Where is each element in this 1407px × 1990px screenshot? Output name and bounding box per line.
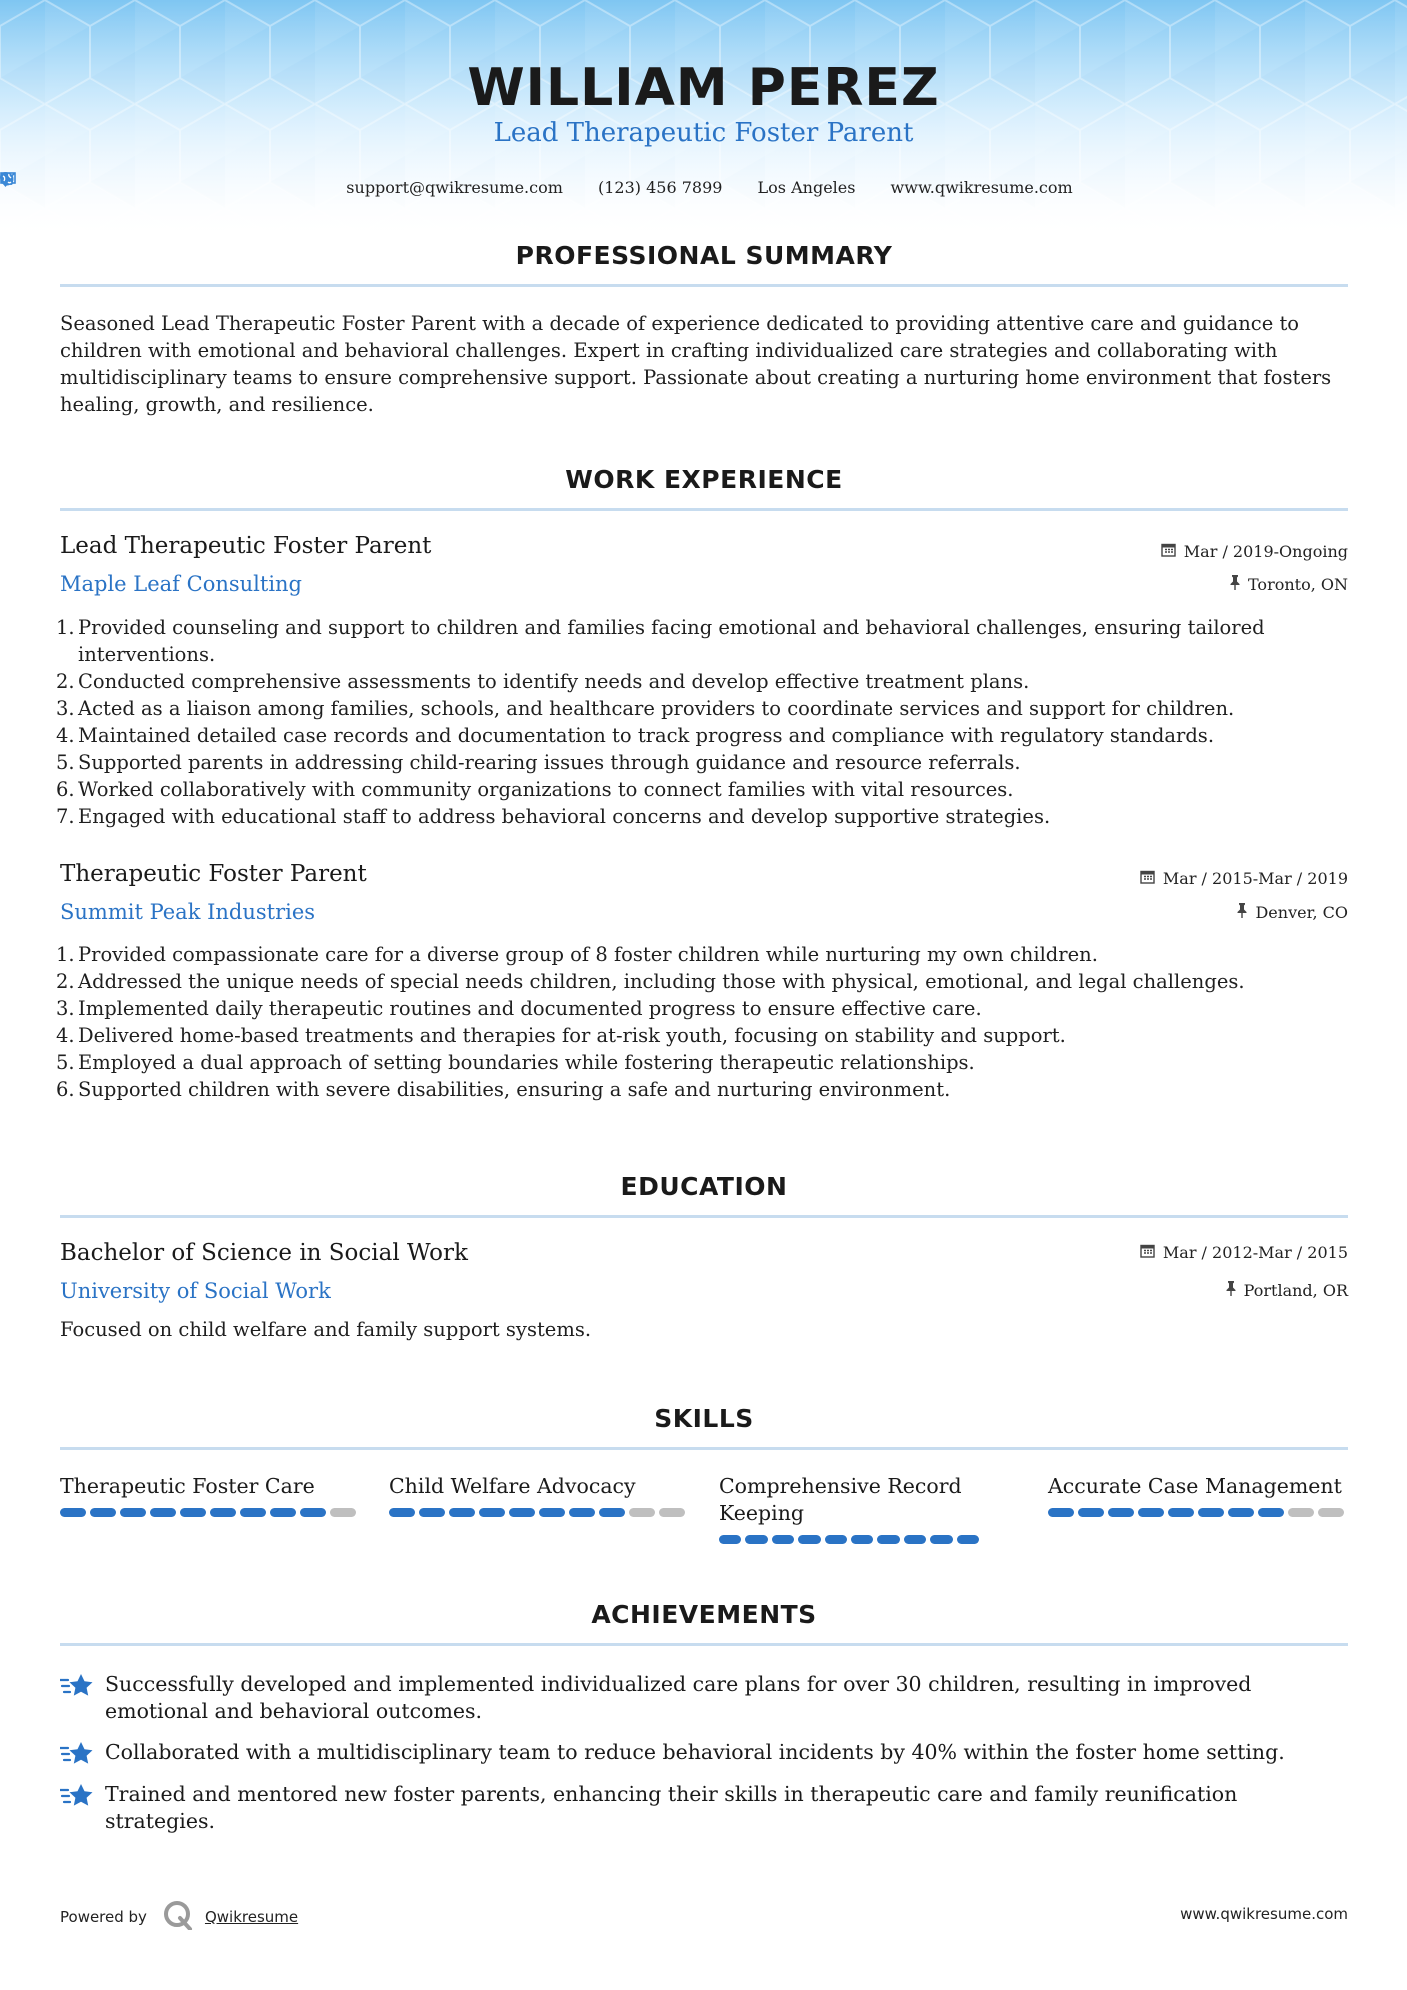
skill-level-bar: [1048, 1508, 1348, 1517]
education-dates: [1140, 1243, 1348, 1262]
skill-level-segment: [1198, 1508, 1224, 1517]
skill-level-segment: [569, 1508, 595, 1517]
skill-level-segment: [1258, 1508, 1284, 1517]
location-text: Los Angeles: [757, 177, 856, 197]
skill-item: [719, 1473, 979, 1544]
job-title: Therapeutic Foster Parent: [60, 861, 367, 887]
list-item: 1. Provided counseling and support to children and families facing emotional and behavioral challenges, ensuring tailored interventions.: [56, 616, 1265, 666]
skill-level-segment: [1138, 1508, 1164, 1517]
skill-item: [1048, 1473, 1348, 1517]
job-location: [1230, 575, 1348, 594]
calendar-icon: [1140, 1243, 1155, 1262]
achievements-heading: ACHIEVEMENTS: [591, 1600, 817, 1629]
job-dates-text: Mar / 2015-Mar / 2019: [1162, 869, 1348, 888]
section-divider: [60, 1643, 1348, 1646]
skill-level-segment: [120, 1508, 146, 1517]
achievement-text: Trained and mentored new foster parents, enhancing their skills in therapeutic care and family reunification strategies.: [105, 1782, 1238, 1833]
pin-icon: [1226, 1281, 1236, 1300]
education-location-text: Portland, OR: [1243, 1281, 1348, 1300]
skill-level-segment: [180, 1508, 206, 1517]
skill-level-segment: [825, 1535, 847, 1544]
contact-email[interactable]: [334, 178, 563, 197]
skill-level-segment: [930, 1535, 952, 1544]
skill-level-segment: [1108, 1508, 1134, 1517]
skill-level-segment: [60, 1508, 86, 1517]
header-banner: [0, 0, 1407, 240]
achievement-item: [60, 1739, 1350, 1774]
skill-level-segment: [479, 1508, 505, 1517]
skill-item: [389, 1473, 689, 1517]
list-item: 6. Supported children with severe disabilities, ensuring a safe and nurturing environment.: [56, 1078, 951, 1101]
contact-bar: [0, 172, 1407, 197]
skill-level-segment: [90, 1508, 116, 1517]
job-bullets: [56, 614, 1351, 830]
education-description: Focused on child welfare and family support systems.: [60, 1318, 592, 1341]
skill-level-segment: [877, 1535, 899, 1544]
skill-level-segment: [798, 1535, 820, 1544]
education-location: [1226, 1281, 1348, 1300]
list-item: 5. Supported parents in addressing child-rearing issues through guidance and resource referrals.: [56, 751, 1021, 774]
calendar-icon: [1140, 869, 1155, 888]
list-item: 4. Maintained detailed case records and documentation to track progress and compliance with regulatory standards.: [56, 724, 1215, 747]
star-icon: [60, 1671, 105, 1725]
star-icon: [60, 1739, 105, 1774]
skill-level-segment: [851, 1535, 873, 1544]
phone-text: (123) 456 7899: [597, 177, 723, 197]
skill-level-segment: [330, 1508, 356, 1517]
skill-level-segment: [300, 1508, 326, 1517]
calendar-icon: [1161, 542, 1176, 561]
list-item: 5. Employed a dual approach of setting boundaries while fostering therapeutic relationships.: [56, 1051, 975, 1074]
footer-website[interactable]: www.qwikresume.com: [1180, 1905, 1348, 1923]
candidate-name: WILLIAM PEREZ: [467, 58, 940, 118]
job-location-text: Toronto, ON: [1248, 575, 1348, 594]
section-divider: [60, 1215, 1348, 1218]
skill-level-segment: [1288, 1508, 1314, 1517]
skill-name: Accurate Case Management: [1048, 1474, 1342, 1498]
achievement-item: [60, 1781, 1350, 1835]
skill-level-segment: [1228, 1508, 1254, 1517]
education-heading: EDUCATION: [620, 1172, 788, 1201]
list-item: 7. Engaged with educational staff to address behavioral concerns and develop supportive strategies.: [56, 805, 1051, 828]
contact-phone[interactable]: [586, 178, 722, 197]
powered-by-label: Powered by: [60, 1908, 147, 1926]
footer-powered-by: [60, 1900, 298, 1934]
list-item: 1. Provided compassionate care for a diverse group of 8 foster children while nurturing my own children.: [56, 943, 1098, 966]
star-icon: [60, 1781, 105, 1835]
list-item: 2. Addressed the unique needs of special needs children, including those with physical, emotional, and legal challenges.: [56, 970, 1245, 993]
skill-level-segment: [1318, 1508, 1344, 1517]
skill-level-segment: [419, 1508, 445, 1517]
job-dates: [1140, 869, 1348, 888]
skill-level-segment: [210, 1508, 236, 1517]
skill-level-segment: [240, 1508, 266, 1517]
achievement-item: [60, 1671, 1350, 1725]
achievement-text: Collaborated with a multidisciplinary team to reduce behavioral incidents by 40% within the foster home setting.: [105, 1740, 1285, 1764]
job-location-text: Denver, CO: [1255, 903, 1348, 922]
contact-website[interactable]: [879, 178, 1073, 197]
skill-level-segment: [957, 1535, 979, 1544]
job-title: Lead Therapeutic Foster Parent: [60, 533, 432, 559]
section-divider: [60, 284, 1348, 287]
email-text: support@qwikresume.com: [346, 177, 563, 197]
skill-level-segment: [904, 1535, 926, 1544]
website-text: www.qwikresume.com: [890, 177, 1073, 197]
pin-icon: [1237, 903, 1247, 922]
company-name: Maple Leaf Consulting: [60, 572, 303, 596]
school-name: University of Social Work: [60, 1279, 331, 1303]
skill-level-segment: [270, 1508, 296, 1517]
skill-level-segment: [719, 1535, 741, 1544]
summary-text: Seasoned Lead Therapeutic Foster Parent with a decade of experience dedicated to providing attentive care and guidance to children with emotional and behavioral challenges. Expert in crafting individualized care strategies and collaborating with multidisciplinary teams to ensure comprehensive support. Passionate about creating a nurturing home environment that fosters healing, growth, and resilience.: [60, 312, 1332, 416]
degree-title: Bachelor of Science in Social Work: [60, 1240, 468, 1266]
summary-heading: PROFESSIONAL SUMMARY: [515, 241, 893, 270]
candidate-role: Lead Therapeutic Foster Parent: [493, 118, 914, 148]
skills-heading: SKILLS: [654, 1404, 754, 1433]
qwikresume-link[interactable]: Qwikresume: [204, 1908, 299, 1926]
skill-level-segment: [745, 1535, 767, 1544]
skill-level-segment: [389, 1508, 415, 1517]
education-dates-text: Mar / 2012-Mar / 2015: [1162, 1243, 1348, 1262]
contact-location: [746, 178, 856, 197]
job-location: [1237, 903, 1348, 922]
list-item: 4. Delivered home-based treatments and therapies for at-risk youth, focusing on stability and support.: [56, 1024, 1066, 1047]
list-item: 6. Worked collaboratively with community organizations to connect families with vital resources.: [56, 778, 1014, 801]
experience-heading: WORK EXPERIENCE: [565, 465, 843, 494]
skill-name: Comprehensive Record Keeping: [719, 1474, 962, 1525]
skill-level-segment: [1048, 1508, 1074, 1517]
achievement-text: Successfully developed and implemented individualized care plans for over 30 children, resulting in improved emotional and behavioral outcomes.: [105, 1672, 1252, 1723]
skill-level-segment: [1168, 1508, 1194, 1517]
skill-level-segment: [599, 1508, 625, 1517]
skill-level-bar: [60, 1508, 360, 1517]
skill-level-segment: [659, 1508, 685, 1517]
skill-level-segment: [1078, 1508, 1104, 1517]
section-divider: [60, 508, 1348, 511]
company-name: Summit Peak Industries: [60, 900, 316, 924]
list-item: 2. Conducted comprehensive assessments to identify needs and develop effective treatment plans.: [56, 670, 1030, 693]
skill-level-segment: [449, 1508, 475, 1517]
list-item: 3. Implemented daily therapeutic routines and documented progress to ensure effective care.: [56, 997, 982, 1020]
skill-level-segment: [150, 1508, 176, 1517]
skill-name: Child Welfare Advocacy: [389, 1474, 636, 1498]
skill-item: [60, 1473, 360, 1517]
section-divider: [60, 1447, 1348, 1450]
skill-name: Therapeutic Foster Care: [60, 1474, 315, 1498]
skill-level-segment: [509, 1508, 535, 1517]
skill-level-bar: [719, 1535, 979, 1544]
skill-level-segment: [539, 1508, 565, 1517]
job-dates-text: Mar / 2019-Ongoing: [1183, 542, 1348, 561]
job-bullets: [56, 941, 1351, 1103]
pin-icon: [1230, 575, 1240, 594]
skill-level-bar: [389, 1508, 689, 1517]
skill-level-segment: [772, 1535, 794, 1544]
qwikresume-logo-icon: [163, 1900, 193, 1934]
job-dates: [1161, 542, 1348, 561]
list-item: 3. Acted as a liaison among families, schools, and healthcare providers to coordinate services and support for children.: [56, 697, 1235, 720]
skill-level-segment: [629, 1508, 655, 1517]
